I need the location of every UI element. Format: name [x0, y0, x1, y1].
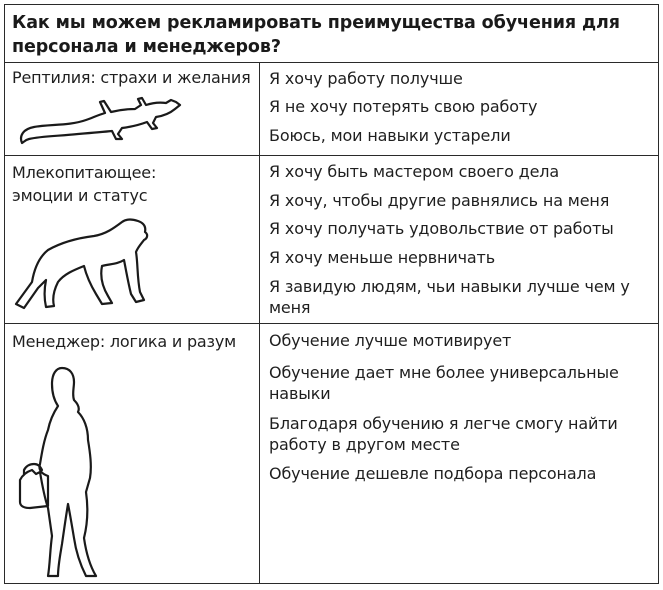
list-item: Я не хочу потерять свою работу: [269, 97, 538, 116]
list-item: Я хочу работу получше: [269, 69, 463, 88]
list-item: Благодаря обучению я легче смогу найти работу в другом месте: [269, 414, 618, 454]
list-item: Я завидую людям, чьи навыки лучше чем у меня: [269, 277, 630, 317]
list-item: Обучение дает мне более универсальные навыки: [269, 363, 619, 403]
row-divider-2: [4, 323, 659, 324]
title-divider: [4, 62, 659, 63]
category-manager: Менеджер: логика и разум: [12, 332, 236, 351]
businesswoman-icon: [18, 366, 108, 580]
category-mammal: Млекопитающее: эмоции и статус: [12, 163, 157, 205]
column-divider: [259, 62, 260, 584]
list-item: Обучение лучше мотивирует: [269, 331, 512, 350]
monkey-icon: [10, 212, 160, 312]
list-item: Боюсь, мои навыки устарели: [269, 126, 511, 145]
table-title: Как мы можем рекламировать преимущества обучения для персонала и менеджеров?: [12, 13, 620, 57]
row-divider-1: [4, 155, 659, 156]
category-reptile: Рептилия: страхи и желания: [12, 68, 251, 87]
list-item: Обучение дешевле подбора персонала: [269, 464, 597, 483]
list-item: Я хочу быть мастером своего дела: [269, 162, 560, 181]
list-item: Я хочу получать удовольствие от работы: [269, 219, 614, 238]
list-item: Я хочу меньше нервничать: [269, 248, 496, 267]
lizard-icon: [14, 92, 189, 150]
list-item: Я хочу, чтобы другие равнялись на меня: [269, 191, 610, 210]
